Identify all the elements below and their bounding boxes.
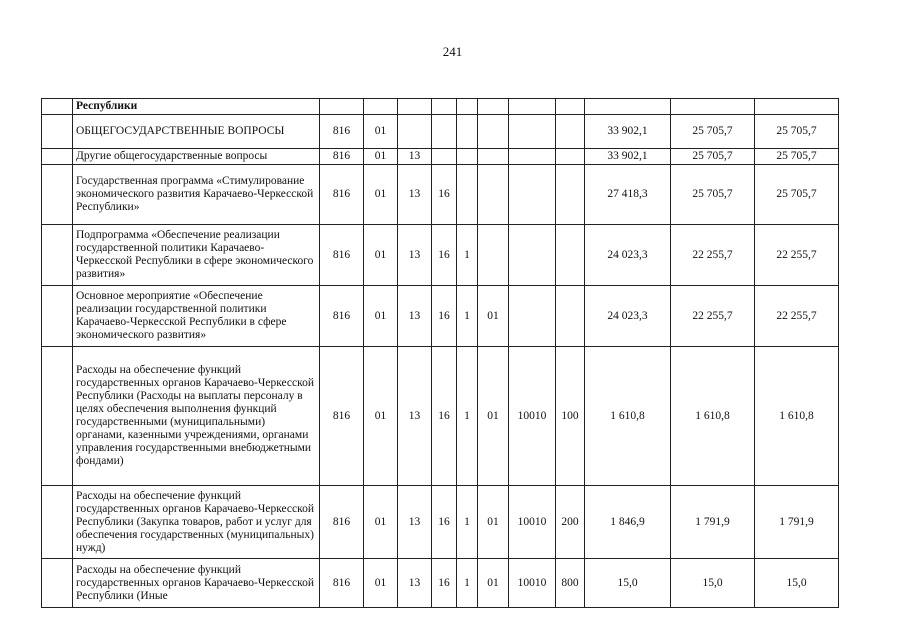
cell-y3: 22 255,7: [755, 225, 839, 286]
cell-cs3: [478, 165, 509, 225]
cell-ved: 816: [320, 165, 364, 225]
cell-pr: 13: [398, 286, 432, 347]
cell-cs2: 1: [457, 225, 478, 286]
cell-rz: 01: [364, 286, 398, 347]
cell-y3: [755, 99, 839, 115]
cell-y1: 24 023,3: [585, 225, 671, 286]
cell-y3: 22 255,7: [755, 286, 839, 347]
cell-y3: 15,0: [755, 559, 839, 608]
cell-cs2: [457, 99, 478, 115]
cell-y1: 15,0: [585, 559, 671, 608]
cell-cs1: 16: [432, 286, 457, 347]
cell-vr: [556, 99, 585, 115]
cell-cs3: 01: [478, 347, 509, 486]
row-name: ОБЩЕГОСУДАРСТВЕННЫЕ ВОПРОСЫ: [73, 115, 320, 149]
cell-cs1: 16: [432, 165, 457, 225]
cell-cs4: 10010: [509, 559, 556, 608]
cell-y3: 1 610,8: [755, 347, 839, 486]
blank-cell: [42, 99, 73, 115]
blank-cell: [42, 559, 73, 608]
cell-y1: [585, 99, 671, 115]
budget-table: [41, 98, 839, 608]
cell-ved: 816: [320, 286, 364, 347]
cell-cs2: 1: [457, 286, 478, 347]
cell-cs4: [509, 286, 556, 347]
cell-y1: 24 023,3: [585, 286, 671, 347]
cell-pr: 13: [398, 149, 432, 165]
row-name: Другие общегосударственные вопросы: [73, 149, 320, 165]
table-row: [42, 165, 839, 225]
cell-y1: 27 418,3: [585, 165, 671, 225]
cell-rz: 01: [364, 559, 398, 608]
cell-y3: 25 705,7: [755, 149, 839, 165]
row-name: Расходы на обеспечение функций государственных органов Карачаево-Черкесской Республики (Расходы на выплаты персоналу в целях обеспечения выполнения функций государственными (муниципальными) органами, казенными учреждениями, органами управления государственными внебюджетными фондами): [73, 347, 320, 486]
cell-y2: [671, 99, 755, 115]
table-row: [42, 559, 839, 608]
cell-cs4: [509, 149, 556, 165]
table-row: [42, 149, 839, 165]
cell-rz: 01: [364, 347, 398, 486]
cell-rz: 01: [364, 149, 398, 165]
cell-y2: 25 705,7: [671, 115, 755, 149]
cell-cs3: [478, 225, 509, 286]
cell-cs4: [509, 225, 556, 286]
cell-cs1: [432, 115, 457, 149]
blank-cell: [42, 165, 73, 225]
cell-cs4: [509, 99, 556, 115]
cell-pr: 13: [398, 347, 432, 486]
blank-cell: [42, 115, 73, 149]
cell-y1: 33 902,1: [585, 149, 671, 165]
cell-vr: [556, 165, 585, 225]
cell-y2: 22 255,7: [671, 286, 755, 347]
cell-pr: [398, 115, 432, 149]
cell-ved: 816: [320, 149, 364, 165]
cell-vr: 200: [556, 486, 585, 559]
table-row: [42, 486, 839, 559]
cell-vr: 100: [556, 347, 585, 486]
cell-rz: 01: [364, 165, 398, 225]
cell-cs1: 16: [432, 486, 457, 559]
row-name: Основное мероприятие «Обеспечение реализации государственной политики Карачаево-Черкесской Республики в сфере экономического развития»: [73, 286, 320, 347]
table-row: [42, 286, 839, 347]
cell-pr: 13: [398, 225, 432, 286]
cell-cs3: [478, 149, 509, 165]
cell-cs1: 16: [432, 347, 457, 486]
cell-pr: 13: [398, 559, 432, 608]
cell-cs2: 1: [457, 486, 478, 559]
cell-cs3: 01: [478, 286, 509, 347]
table-row: [42, 99, 839, 115]
row-name: Подпрограмма «Обеспечение реализации государственной политики Карачаево-Черкесской Республики в сфере экономического развития»: [73, 225, 320, 286]
table-row: [42, 225, 839, 286]
cell-rz: [364, 99, 398, 115]
cell-y3: 1 791,9: [755, 486, 839, 559]
cell-cs3: [478, 99, 509, 115]
table-row: [42, 347, 839, 486]
cell-cs2: [457, 165, 478, 225]
cell-rz: 01: [364, 225, 398, 286]
cell-y1: 1 846,9: [585, 486, 671, 559]
page-number: 241: [442, 44, 463, 59]
cell-cs3: 01: [478, 486, 509, 559]
cell-cs1: 16: [432, 559, 457, 608]
cell-cs2: [457, 149, 478, 165]
cell-cs3: [478, 115, 509, 149]
cell-cs2: 1: [457, 559, 478, 608]
row-name: Расходы на обеспечение функций государственных органов Карачаево-Черкесской Республики (Закупка товаров, работ и услуг для обеспечения государственных (муниципальных) нужд): [73, 486, 320, 559]
cell-cs1: 16: [432, 225, 457, 286]
cell-cs1: [432, 99, 457, 115]
cell-cs4: [509, 115, 556, 149]
cell-ved: 816: [320, 486, 364, 559]
cell-y2: 1 610,8: [671, 347, 755, 486]
row-name: Государственная программа «Стимулирование экономического развития Карачаево-Черкесской Республики»: [73, 165, 320, 225]
cell-cs2: 1: [457, 347, 478, 486]
cell-cs2: [457, 115, 478, 149]
table-row: [42, 115, 839, 149]
cell-cs4: 10010: [509, 486, 556, 559]
cell-y2: 25 705,7: [671, 149, 755, 165]
cell-ved: 816: [320, 559, 364, 608]
cell-cs4: 10010: [509, 347, 556, 486]
blank-cell: [42, 225, 73, 286]
cell-vr: [556, 286, 585, 347]
cell-vr: 800: [556, 559, 585, 608]
cell-pr: 13: [398, 486, 432, 559]
cell-ved: 816: [320, 225, 364, 286]
blank-cell: [42, 347, 73, 486]
cell-ved: [320, 99, 364, 115]
cell-y1: 33 902,1: [585, 115, 671, 149]
cell-cs4: [509, 165, 556, 225]
cell-ved: 816: [320, 347, 364, 486]
blank-cell: [42, 286, 73, 347]
cell-vr: [556, 149, 585, 165]
cell-y3: 25 705,7: [755, 165, 839, 225]
cell-vr: [556, 115, 585, 149]
blank-cell: [42, 486, 73, 559]
cell-y2: 25 705,7: [671, 165, 755, 225]
row-name: Расходы на обеспечение функций государственных органов Карачаево-Черкесской Республики (Иные: [73, 559, 320, 608]
cell-y2: 22 255,7: [671, 225, 755, 286]
cell-y3: 25 705,7: [755, 115, 839, 149]
cell-y2: 15,0: [671, 559, 755, 608]
cell-pr: [398, 99, 432, 115]
cell-vr: [556, 225, 585, 286]
cell-y1: 1 610,8: [585, 347, 671, 486]
cell-ved: 816: [320, 115, 364, 149]
cell-pr: 13: [398, 165, 432, 225]
cell-cs1: [432, 149, 457, 165]
cell-cs3: 01: [478, 559, 509, 608]
cell-rz: 01: [364, 486, 398, 559]
cell-rz: 01: [364, 115, 398, 149]
blank-cell: [42, 149, 73, 165]
row-name: Республики: [73, 99, 320, 115]
cell-y2: 1 791,9: [671, 486, 755, 559]
